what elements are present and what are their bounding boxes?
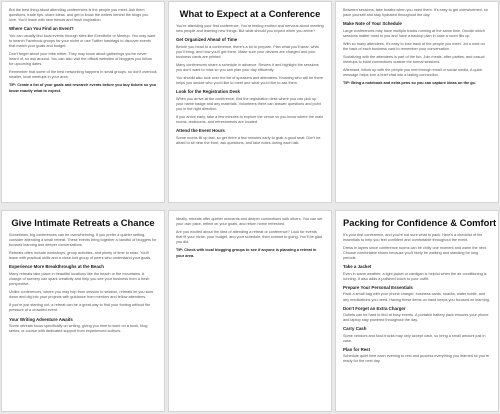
body-paragraph: Outlets can be hard to find at busy events. A portable battery pack ensures your phone and laptop stay powered throughout the day. bbox=[343, 313, 489, 323]
body-paragraph: When you arrive at the conference, find the registration desk where you can pick up your name badge and any materials. Volunteers there can answer questions and point you in the right direction. bbox=[176, 96, 321, 111]
body-paragraph: Afterward, follow up with the people you met through email or social media. A quick message helps turn a brief chat into a lasting connection. bbox=[343, 68, 483, 78]
body-paragraph: Before you head to a conference, there's a lot to prepare. Plan what you'll wear, what you'll bring, and how you'll get there. Make sure your devices are charged and your business cards are printed. bbox=[176, 44, 319, 59]
body-paragraph: Some retreats focus specifically on writing, giving you time to work on a book, blog series, or course with dedicated support from experienced authors. bbox=[9, 323, 148, 334]
body-paragraph: Even in warm weather, a light jacket or cardigan is helpful when the air conditioning is running. It also adds a polished touch to your outfit. bbox=[343, 271, 487, 281]
page-title: Give Intimate Retreats a Chance bbox=[11, 217, 155, 228]
body-paragraph: Don't forget about your tribe either. They may know about gatherings you've never heard of, so ask around. You can also visit the official websites of bloggers you follow for upcoming dates. bbox=[9, 51, 152, 67]
body-paragraph: Pack a small bag with your phone charger, business cards, snacks, water bottle, and any medications you need. Having these items on hand keeps you focused on learning. bbox=[343, 292, 490, 302]
body-paragraph: Many retreats take place in beautiful locations like the beach or the mountains. A change of scenery can spark creativity and help you see your business from a fresh perspective. bbox=[9, 271, 150, 287]
section-heading: Prepare Your Personal Essentials bbox=[343, 285, 413, 291]
section-heading: Look for the Registration Desk bbox=[176, 89, 240, 95]
section-heading: Where Can You Find an Event? bbox=[9, 26, 74, 32]
page-4 bbox=[1, 210, 165, 412]
page-3 bbox=[335, 1, 499, 203]
page-title: What to Expect at a Conference bbox=[179, 8, 321, 19]
section-heading: Attend the Event Hours bbox=[176, 128, 225, 134]
section-heading: Experience More Breakthroughs at the Beach bbox=[9, 264, 104, 270]
section-heading: Carry Cash bbox=[343, 326, 367, 332]
body-paragraph: Remember that some of the best networking happens in small groups, so don't overlook smaller, local meetups in your area. bbox=[9, 70, 157, 80]
body-paragraph: You can usually find local events through sites like Eventbrite or Meetup. You may want to search Facebook groups for your niche or use Twitter hashtags to discover events that match your goals and budget. bbox=[9, 33, 156, 48]
body-paragraph: Sometimes, big conferences can be overwhelming. If you prefer a quieter setting, consider attending a small retreat. These events bring together a handful of bloggers for focused learning and deeper conversations. bbox=[9, 233, 157, 248]
page-2 bbox=[168, 1, 332, 203]
body-paragraph: Ideally, retreats offer quieter moments and deeper connections with others. You can set your own pace, reflect on your goals, and return home refreshed. bbox=[176, 217, 323, 227]
body-paragraph: Unlike conferences, where you may hop from session to session, retreats let you slow down and dig into your projects with guidance from mentors and fellow attendees. bbox=[9, 290, 154, 300]
page-5 bbox=[168, 210, 332, 412]
body-paragraph: With so many attendees, it's easy to lose track of the people you meet. Jot a note on the back of each business card to remember your conversation. bbox=[343, 41, 485, 51]
section-heading: Get Organized Ahead of Time bbox=[176, 37, 238, 43]
body-paragraph: You're attending your first conference. You're feeling excited and nervous about meeting new people and learning new things. But what should you expect when you arrive? bbox=[176, 24, 324, 34]
page-6 bbox=[335, 210, 499, 412]
section-heading: Plan for Rest bbox=[343, 346, 371, 352]
section-heading: Your Writing Adventure Awaits bbox=[9, 316, 73, 322]
tip-text: TIP: Check with local blogging groups to see if anyone is planning a retreat in your area. bbox=[176, 248, 317, 258]
section-heading: Don't Forget an Extra Charger bbox=[343, 305, 406, 311]
section-heading: Make Note of Your Schedule bbox=[343, 21, 402, 27]
body-paragraph: Many conferences share a schedule in advance. Review it and highlight the sessions you don't want to miss so you can plan your day efficiently. bbox=[176, 62, 319, 72]
tip-text: TIP: Create a list of your goals and research events before you buy tickets so you know exactly what to expect. bbox=[9, 83, 157, 93]
body-paragraph: Some rooms fill up fast, so get there a few minutes early to grab a good seat. Don't be afraid to sit near the front, ask questions, and take notes during each talk. bbox=[176, 135, 321, 145]
body-paragraph: You should also look over the list of speakers and attendees. Knowing who will be there helps you decide who you'd like to meet and what you'd like to ask them. bbox=[176, 76, 323, 86]
body-paragraph: Retreats often include workshops, group activities, and plenty of time to relax. You'll leave with practical skills and a close-knit group of peers who understand your goals. bbox=[9, 251, 152, 261]
body-paragraph: Socializing with the attendees is part of the fun. Join meals, after-parties, and casual meetups to build connections outside the formal sessions. bbox=[343, 54, 485, 65]
body-paragraph: But the best thing about attending conferences is the people you meet. Ask them questions, trade tips, share ideas, and get to know the writers behind the blogs you love. You'll leave with new friends and fresh inspiration. bbox=[9, 8, 149, 23]
body-paragraph: Some vendors and food trucks may only accept cash, so bring a small amount just in case. bbox=[343, 333, 486, 343]
body-paragraph: Are you excited about the idea of attending a retreat or conference? Look for events that fit your niche, your budget, and your schedule, then commit to going. You'll be glad you did. bbox=[176, 230, 322, 245]
body-paragraph: If you arrive early, take a few minutes to explore the venue so you know where the main rooms, restrooms, and refreshments are located. bbox=[176, 114, 324, 125]
body-paragraph: If you're just starting out, a retreat can be a great way to find your footing without the pressure of a crowded event. bbox=[9, 303, 151, 313]
body-paragraph: Schedule quiet time each evening to rest and process everything you learned so you're ready for the next day. bbox=[343, 354, 490, 364]
section-heading: Take a Jacket bbox=[343, 264, 372, 270]
body-paragraph: Large conferences may have multiple tracks running at the same time. Decide which sessions matter most to you and have a backup plan in case a room fills up. bbox=[343, 28, 485, 38]
body-paragraph: Dress in layers since conference rooms can be chilly one moment and warm the next. Choose comfortable shoes because you'll likely be walking and standing for long periods. bbox=[343, 246, 487, 261]
page-title: Packing for Confidence & Comfort bbox=[343, 217, 497, 228]
body-paragraph: It's your first conference, and you're not sure what to pack. Here's a checklist of the essentials to help you feel confident and comfortable throughout the event. bbox=[343, 233, 483, 243]
body-paragraph: Between sessions, take breaks when you need them. It's easy to get overwhelmed, so pace yourself and stay hydrated throughout the day. bbox=[343, 8, 488, 18]
tip-text: TIP: Bring a notebook and extra pens so you can capture ideas on the go. bbox=[343, 81, 476, 86]
page-1 bbox=[1, 1, 165, 203]
